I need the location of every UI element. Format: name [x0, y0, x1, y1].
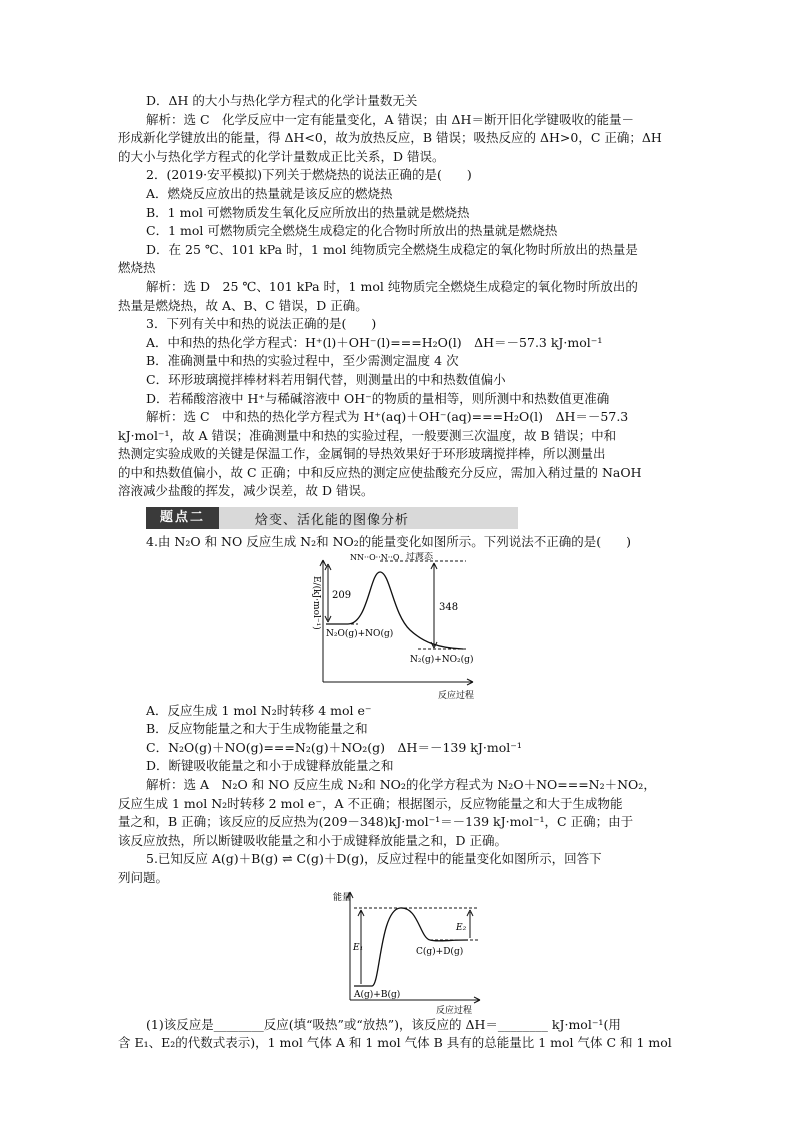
option-c: C．1 mol 可燃物质完全燃烧生成稳定的化合物时所放出的热量就是燃烧热: [146, 223, 558, 239]
question-5-part-1: (1)该反应是________反应(填“吸热”或“放热”)，该反应的 ΔH＝________ kJ·mol⁻¹(用: [146, 1016, 621, 1032]
option-b: B．1 mol 可燃物质发生氧化反应所放出的热量就是燃烧热: [146, 204, 470, 220]
text-block-c: [118, 1016, 678, 1053]
question-2-stem: 2．(2019·安平模拟)下列关于燃烧热的说法正确的是( ): [146, 167, 472, 183]
option-d: D．若稀酸溶液中 H⁺与稀碱溶液中 OH⁻的物质的量相等，则所测中和热数值更准确: [146, 390, 610, 406]
reactant-label: A(g)+B(g): [354, 989, 401, 1000]
text-line: 解析：选 C 化学反应中一定有能量变化，A 错误；由 ΔH＝断开旧化学键吸收的能量－: [146, 111, 634, 127]
product-label: N₂(g)+NO₂(g): [410, 654, 474, 665]
option-a: A．中和热的热化学方程式：H⁺(l)＋OH⁻(l)===H₂O(l) ΔH＝－57.3 kJ·mol⁻¹: [146, 334, 603, 350]
analysis-line: 解析：选 D 25 ℃、101 kPa 时，1 mol 纯物质完全燃烧生成稳定的氧化物时所放出的: [146, 278, 638, 294]
option-a: A．反应生成 1 mol N₂时转移 4 mol e⁻: [146, 702, 372, 718]
e2-label: E₂: [456, 922, 467, 933]
text-line: kJ·mol⁻¹，故 A 错误；准确测量中和热的实验过程，一般要测三次温度，故 B 错误；中和: [118, 427, 617, 443]
x-axis-label: 反应过程: [438, 690, 475, 701]
energy-diagram-1: [118, 552, 678, 702]
ts-species: NN··O··N··O: [350, 552, 400, 562]
text-line: 该反应放热，所以断键吸收能量之和小于成键释放能量之和，D 正确。: [118, 832, 507, 848]
text-line: 热测定实验成败的关键是保温工作，金属铜的导热效果好于环形玻璃搅拌棒，所以测量出: [118, 446, 606, 462]
text-line: 形成新化学键放出的能量，得 ΔH<0，故为放热反应，B 错误；吸热反应的 ΔH>0，C 正确；ΔH: [118, 130, 662, 146]
text-block-a: [118, 92, 678, 501]
section-header: [146, 507, 518, 529]
text-line: 燃烧热: [118, 260, 156, 276]
option-c: C．N₂O(g)＋NO(g)===N₂(g)＋NO₂(g) ΔH＝－139 kJ·mol⁻¹: [146, 739, 522, 755]
energy-diagram-2: [118, 888, 678, 1016]
text-block-b: [118, 702, 678, 888]
text-line: 含 E₁、E₂的代数式表示)，1 mol 气体 A 和 1 mol 气体 B 具有的总能量比 1 mol 气体 C 和 1 mol: [118, 1035, 672, 1051]
question-3-stem: 3．下列有关中和热的说法正确的是( ): [146, 316, 377, 332]
ea-forward-label: 209: [332, 589, 352, 601]
option-c: C．环形玻璃搅拌棒材料若用铜代替，则测量出的中和热数值偏小: [146, 371, 506, 387]
option-a: A．燃烧反应放出的热量就是该反应的燃烧热: [146, 185, 393, 201]
text-line: 热量是燃烧热，故 A、B、C 错误，D 正确。: [118, 297, 368, 313]
e1-label: E₁: [353, 942, 364, 953]
option-d: D．断键吸收能量之和小于成键释放能量之和: [146, 758, 394, 774]
question-4-stem: 4.由 N₂O 和 NO 反应生成 N₂和 NO₂的能量变化如图所示。下列说法不正确的是( ): [146, 534, 632, 550]
section-title: 焓变、活化能的图像分析: [255, 512, 410, 528]
y-axis-label: E/(kJ·mol⁻¹): [311, 575, 321, 630]
question-5-stem: 5.已知反应 A(g)＋B(g) ⇌ C(g)＋D(g)，反应过程中的能量变化如图所示，回答下: [146, 851, 602, 867]
x-axis-label: 反应过程: [436, 1005, 473, 1016]
product-label: C(g)+D(g): [416, 946, 464, 957]
ts-label: 过渡态: [406, 551, 434, 562]
option-b: B．准确测量中和热的实验过程中，至少需测定温度 4 次: [146, 353, 459, 369]
text-line: 列问题。: [118, 870, 169, 885]
text-line: D．ΔH 的大小与热化学方程式的化学计量数无关: [146, 93, 418, 108]
option-d: D．在 25 ℃、101 kPa 时，1 mol 纯物质完全燃烧生成稳定的氧化物时所放出的热量是: [146, 241, 638, 257]
text-line: 反应生成 1 mol N₂时转移 2 mol e⁻，A 不正确；根据图示，反应物能量之和大于生成物能: [118, 795, 623, 811]
y-axis-label: 能量: [333, 892, 352, 903]
reactant-label: N₂O(g)+NO(g): [326, 628, 394, 639]
option-b: B．反应物能量之和大于生成物能量之和: [146, 721, 368, 737]
document-page: [118, 92, 678, 1053]
ea-reverse-label: 348: [439, 601, 459, 613]
text-line: 的大小与热化学方程式的化学计量数成正比关系，D 错误。: [118, 148, 445, 164]
text-line: 量之和，B 正确；该反应的反应热为(209－348)kJ·mol⁻¹＝－139 kJ·mol⁻¹，C 正确；由于: [118, 814, 634, 830]
section-tag: 题点二: [146, 507, 219, 529]
analysis-line: 解析：选 A N₂O 和 NO 反应生成 N₂和 NO₂的化学方程式为 N₂O＋NO===N₂＋NO₂，: [146, 777, 656, 793]
analysis-line: 解析：选 C 中和热的热化学方程式为 H⁺(aq)＋OH⁻(aq)===H₂O(l) ΔH＝－57.3: [146, 409, 629, 425]
text-line: 溶液减少盐酸的挥发，减少误差，故 D 错误。: [118, 483, 374, 499]
text-line: 的中和热数值偏小，故 C 正确；中和反应热的测定应使盐酸充分反应，需加入稍过量的 NaOH: [118, 464, 642, 480]
